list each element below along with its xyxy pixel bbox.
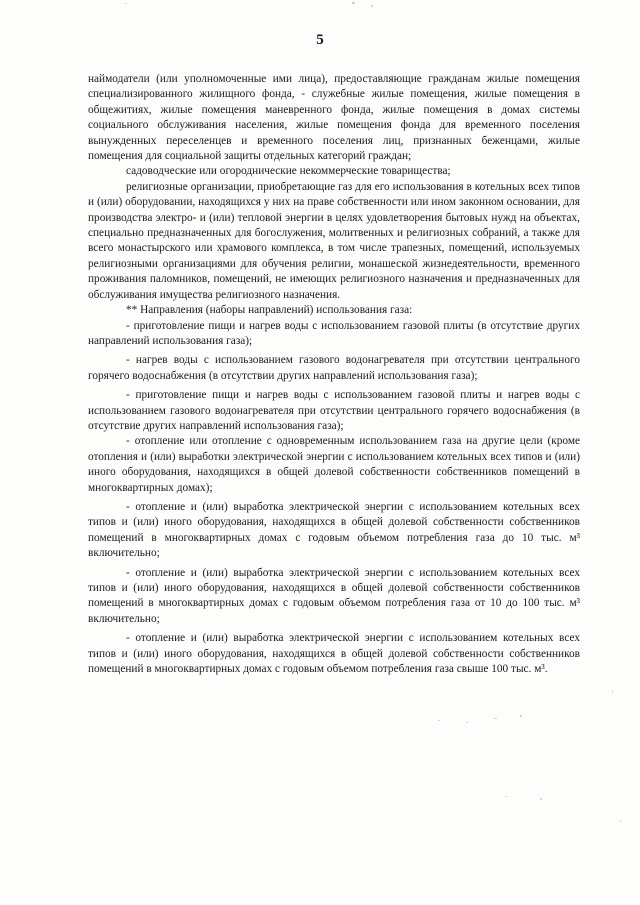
paragraph-direction-boiler-10-to-100: - отопление и (или) выработка электрической энергии с использованием котельных всех типов и (или) иного оборудования, находящихся в общей долевой собственности собственников помещений в многоквартирных домах с годовым объемом потребления газа от 10 до 100 тыс. м³ включительно; xyxy=(88,566,580,625)
scan-speckle xyxy=(520,715,522,717)
body-text xyxy=(88,72,580,677)
scan-speckle xyxy=(494,718,497,719)
paragraph-directions-heading: ** Направления (наборы направлений) использования газа: xyxy=(126,304,413,317)
scan-speckle xyxy=(612,690,613,693)
scan-speckle xyxy=(540,798,542,800)
scan-speckle xyxy=(466,722,468,723)
paragraph-gardening: садоводческие или огороднические некоммерческие товарищества; xyxy=(126,165,451,178)
paragraph-direction-cooking: - приготовление пищи и нагрев воды с использованием газовой плиты (в отсутствие других направлений использования газа); xyxy=(88,319,580,347)
scan-speckle xyxy=(620,820,621,822)
paragraph-direction-heating: - отопление или отопление с одновременным использованием газа на другие цели (кроме отопления и (или) выработки электрической энергии с использованием котельных всех типов и (или) иного оборудования, находящихся в общей долевой собственности собственников помещений в многоквартирных домах); xyxy=(88,435,580,494)
paragraph-landlords: наймодатели (или уполномоченные ими лица), предоставляющие гражданам жилые помещения специализированного жилищного фонда, - служебные жилые помещения, жилые помещения в общежитиях, жилые помещения маневренного фонда, жилые помещения в домах системы социального обслуживания населения, жилые помещения фонда для временного поселения вынужденных переселенцев и временного поселения лиц, признанных беженцами, жилые помещения для социальной защиты отдельных категорий граждан; xyxy=(88,73,580,163)
scan-speckle xyxy=(125,3,127,4)
paragraph-religious: религиозные организации, приобретающие газ для его использования в котельных всех типов и (или) оборудовании, находящихся у них на праве собственности или ином законном основании, для производства электро- и (или) тепловой энергии в целях удовлетворения бытовых нужд на объектах, специально предназначенных для богослужения, молитвенных и религиозных собраний, а также для всего монастырского или храмового комплекса, в том числе трапезных, помещений, используемых религиозными организациями для обучения религии, монашеской жизнедеятельности, временного проживания паломников, помещений, не имеющих религиозного назначения и предназначенных для обслуживания имущества религиозного назначения. xyxy=(88,180,580,301)
scan-speckle xyxy=(505,796,507,797)
scan-speckle xyxy=(352,2,355,4)
paragraph-direction-cooking-and-heater: - приготовление пищи и нагрев воды с использованием газовой плиты и нагрев воды с использованием газового водонагревателя при отсутствии центрального горячего водоснабжения (в отсутствие других направлений использования газа); xyxy=(88,389,580,432)
paragraph-direction-water-heater: - нагрев воды с использованием газового водонагревателя при отсутствии центрального горячего водоснабжения (в отсутствии других направлений использования газа); xyxy=(88,354,580,382)
scan-speckle xyxy=(371,5,373,7)
scan-speckle xyxy=(438,720,440,721)
paragraph-direction-boiler-up-to-10: - отопление и (или) выработка электрической энергии с использованием котельных всех типов и (или) иного оборудования, находящихся в общей долевой собственности собственников помещений в многоквартирных домах с годовым объемом потребления газа до 10 тыс. м³ включительно; xyxy=(88,500,580,560)
paragraph-direction-boiler-over-100: - отопление и (или) выработка электрической энергии с использованием котельных всех типов и (или) иного оборудования, находящихся в общей долевой собственности собственников помещений в многоквартирных домах с годовым объемом потребления газа свыше 100 тыс. м³. xyxy=(88,632,580,676)
page-number: 5 xyxy=(316,32,324,48)
